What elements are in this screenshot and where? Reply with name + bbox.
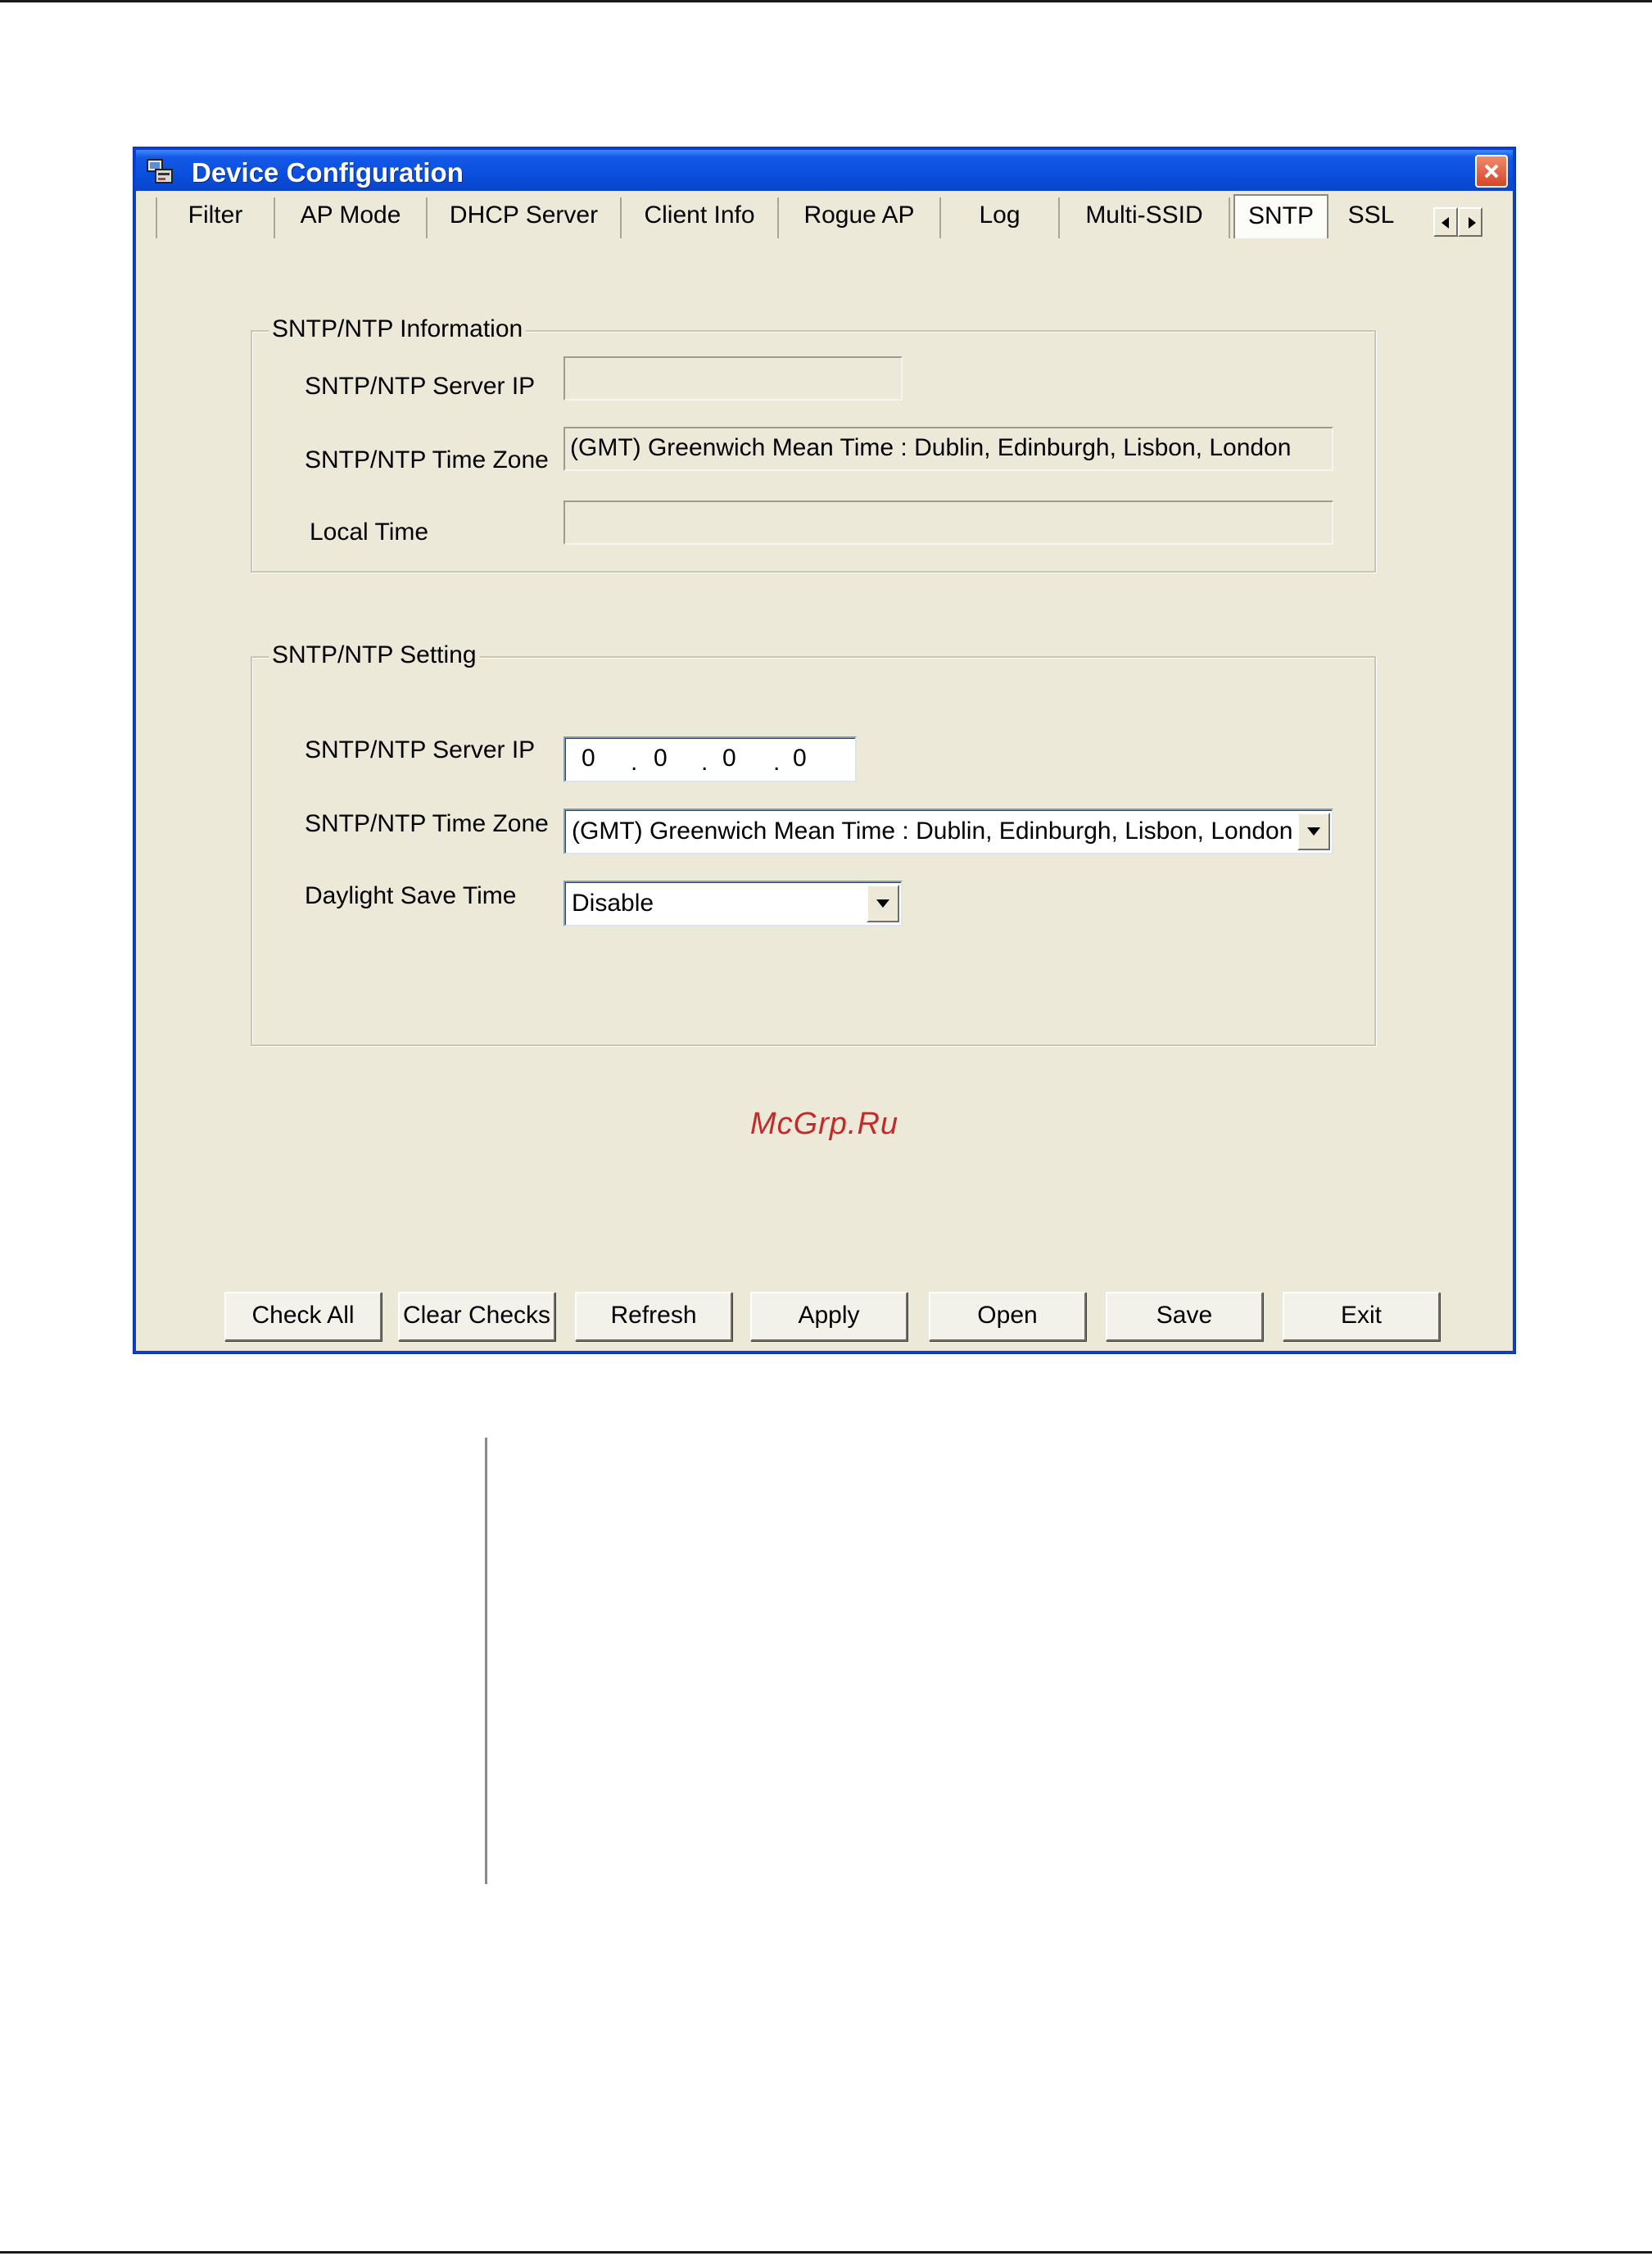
page-bottom-rule bbox=[0, 2251, 1652, 2254]
tab-rogue-ap[interactable]: Rogue AP bbox=[779, 197, 941, 238]
apply-button[interactable]: Apply bbox=[750, 1292, 907, 1341]
tab-log[interactable]: Log bbox=[941, 197, 1060, 238]
sntp-setting-title: SNTP/NTP Setting bbox=[269, 641, 480, 669]
title-bar[interactable] bbox=[136, 150, 1513, 191]
setting-server-ip-label: SNTP/NTP Server IP bbox=[305, 736, 536, 763]
ip-octet-1[interactable]: 0 bbox=[582, 745, 595, 772]
clear-checks-button[interactable]: Clear Checks bbox=[398, 1292, 555, 1341]
app-config-icon bbox=[146, 158, 174, 184]
ip-octet-3[interactable]: 0 bbox=[722, 745, 736, 772]
page-top-rule bbox=[0, 0, 1652, 2]
local-time-field bbox=[563, 501, 1333, 545]
arrow-right-icon bbox=[1469, 217, 1476, 229]
tab-ssl[interactable]: SSL bbox=[1347, 202, 1395, 229]
setting-time-zone-label: SNTP/NTP Time Zone bbox=[305, 810, 549, 837]
info-time-zone-field: (GMT) Greenwich Mean Time : Dublin, Edinburgh, Lisbon, London bbox=[563, 427, 1333, 471]
watermark-text: McGrp.Ru bbox=[749, 1107, 899, 1141]
tab-bar bbox=[136, 191, 1513, 242]
sntp-information-title: SNTP/NTP Information bbox=[269, 315, 526, 343]
time-zone-dropdown-button[interactable] bbox=[1297, 813, 1330, 850]
daylight-dropdown-button[interactable] bbox=[867, 885, 899, 922]
daylight-save-time-label: Daylight Save Time bbox=[305, 882, 517, 909]
chevron-down-icon bbox=[1307, 827, 1320, 836]
tab-filter[interactable]: Filter bbox=[156, 197, 275, 238]
device-configuration-window bbox=[134, 147, 1515, 1353]
arrow-left-icon bbox=[1442, 217, 1449, 229]
server-ip-input[interactable] bbox=[563, 736, 857, 782]
window-title: Device Configuration bbox=[192, 157, 464, 188]
time-zone-selected-value: (GMT) Greenwich Mean Time : Dublin, Edinburgh, Lisbon, London bbox=[572, 818, 1293, 845]
local-time-label: Local Time bbox=[310, 519, 429, 546]
tab-scroll-left-button[interactable] bbox=[1433, 207, 1458, 237]
check-all-button[interactable]: Check All bbox=[224, 1292, 382, 1341]
info-server-ip-label: SNTP/NTP Server IP bbox=[305, 373, 536, 400]
sntp-setting-group bbox=[251, 641, 1376, 1046]
save-button[interactable]: Save bbox=[1106, 1292, 1263, 1341]
daylight-save-time-select[interactable] bbox=[563, 881, 903, 926]
daylight-selected-value: Disable bbox=[572, 890, 654, 917]
tab-client-info[interactable]: Client Info bbox=[622, 197, 779, 238]
exit-button[interactable]: Exit bbox=[1283, 1292, 1440, 1341]
tab-scroll-right-button[interactable] bbox=[1458, 207, 1482, 237]
info-server-ip-field bbox=[563, 356, 903, 401]
page-vertical-divider bbox=[485, 1438, 487, 1884]
ip-dot-1: . bbox=[631, 749, 638, 776]
sntp-information-group bbox=[251, 315, 1376, 573]
ip-dot-2: . bbox=[701, 749, 708, 776]
chevron-down-icon bbox=[876, 899, 889, 908]
ip-dot-3: . bbox=[773, 749, 781, 776]
close-button[interactable] bbox=[1475, 155, 1508, 188]
refresh-button[interactable]: Refresh bbox=[575, 1292, 732, 1341]
ip-octet-2[interactable]: 0 bbox=[654, 745, 668, 772]
tab-dhcp-server[interactable]: DHCP Server bbox=[428, 197, 622, 238]
tab-sntp[interactable]: SNTP bbox=[1233, 194, 1328, 238]
ip-octet-4[interactable]: 0 bbox=[793, 745, 807, 772]
time-zone-select[interactable] bbox=[563, 809, 1333, 854]
tab-ap-mode[interactable]: AP Mode bbox=[275, 197, 428, 238]
tab-multi-ssid[interactable]: Multi-SSID bbox=[1060, 197, 1230, 238]
open-button[interactable]: Open bbox=[929, 1292, 1086, 1341]
info-time-zone-label: SNTP/NTP Time Zone bbox=[305, 446, 549, 473]
